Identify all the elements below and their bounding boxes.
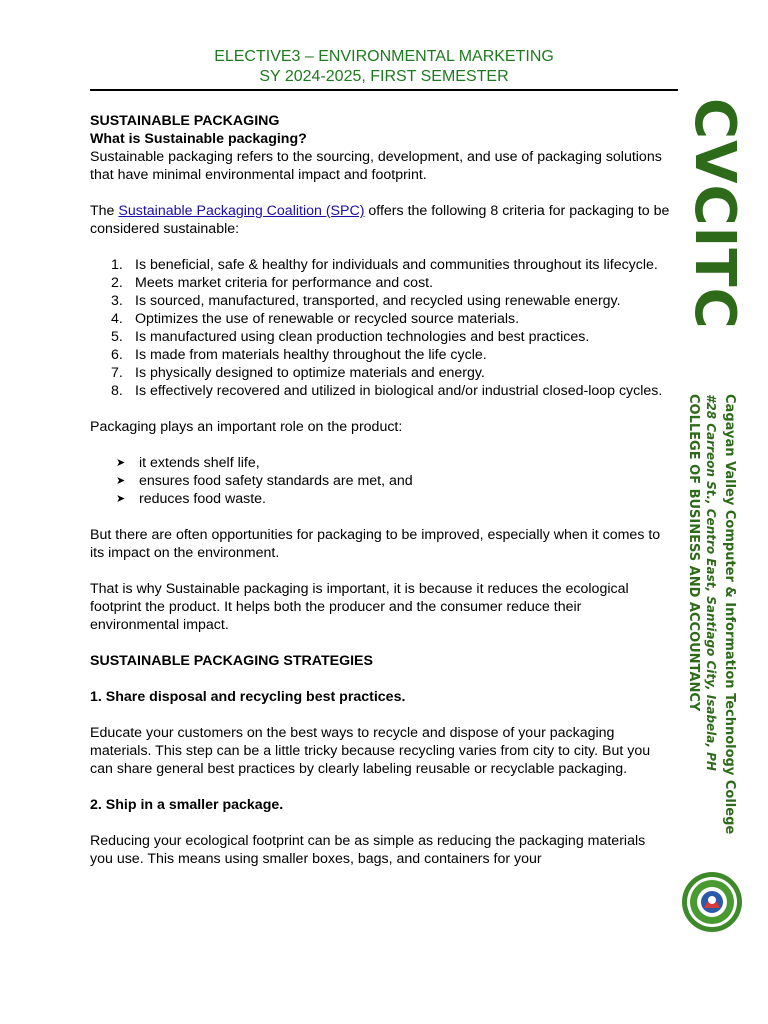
college-name: Cagayan Valley Computer & Information Technology College <box>722 394 737 835</box>
document-body <box>90 112 672 868</box>
list-number: 4. <box>111 311 123 327</box>
course-title: ELECTIVE3 – ENVIRONMENTAL MARKETING <box>214 48 554 65</box>
list-item <box>90 490 672 508</box>
list-item <box>90 310 672 328</box>
list-text: Meets market criteria for performance and cost. <box>135 275 434 291</box>
opportunity-paragraph: But there are often opportunities for packaging to be improved, especially when it comes to its impact on the environment. <box>90 527 661 561</box>
roles-intro: Packaging plays an important role on the product: <box>90 419 403 435</box>
arrow-bullet-icon: ➤ <box>116 457 126 469</box>
list-number: 1. <box>111 257 123 273</box>
header-divider <box>90 89 678 91</box>
question-heading: What is Sustainable packaging? <box>90 131 307 147</box>
list-number: 2. <box>111 275 123 291</box>
list-item <box>90 346 672 364</box>
list-number: 8. <box>111 383 123 399</box>
strategies-heading: SUSTAINABLE PACKAGING STRATEGIES <box>90 653 373 669</box>
list-item <box>90 364 672 382</box>
document-header <box>90 47 678 87</box>
spc-intro-after: offers the following 8 criteria for packaging to be considered sustainable: <box>90 203 670 237</box>
arrow-bullet-icon: ➤ <box>116 475 126 487</box>
list-text: Is sourced, manufactured, transported, and recycled using renewable energy. <box>135 293 621 309</box>
list-item <box>90 472 672 490</box>
college-address: #28 Carreon St., Centro East, Santiago City, Isabela, PH <box>704 394 718 771</box>
list-item <box>90 292 672 310</box>
list-item <box>90 274 672 292</box>
section-heading: SUSTAINABLE PACKAGING <box>90 113 280 129</box>
importance-paragraph: That is why Sustainable packaging is important, it is because it reduces the ecological footprint the product. It helps both the producer and the consumer reduce their environmental impact. <box>90 581 629 633</box>
arrow-bullet-icon: ➤ <box>116 493 126 505</box>
list-number: 7. <box>111 365 123 381</box>
list-number: 6. <box>111 347 123 363</box>
list-text: Is made from materials healthy throughout the life cycle. <box>135 347 487 363</box>
list-item <box>90 256 672 274</box>
criteria-list <box>90 256 672 400</box>
list-text: Is effectively recovered and utilized in biological and/or industrial closed-loop cycles. <box>135 383 663 399</box>
list-item <box>90 454 672 472</box>
college-seal-icon <box>680 870 744 934</box>
list-text: Is physically designed to optimize materials and energy. <box>135 365 485 381</box>
strategy-2-title: 2. Ship in a smaller package. <box>90 797 284 813</box>
list-text: Is manufactured using clean production technologies and best practices. <box>135 329 590 345</box>
list-number: 3. <box>111 293 123 309</box>
spc-link[interactable]: Sustainable Packaging Coalition (SPC) <box>118 203 365 219</box>
strategy-1-title: 1. Share disposal and recycling best practices. <box>90 689 406 705</box>
list-number: 5. <box>111 329 123 345</box>
roles-list <box>90 454 672 508</box>
cvcitc-logo-text: CVCITC <box>682 98 747 330</box>
list-text: reduces food waste. <box>139 491 266 507</box>
spc-intro-before: The <box>90 203 119 219</box>
list-text: ensures food safety standards are met, and <box>139 473 413 489</box>
list-item <box>90 382 672 400</box>
strategy-2-text: Reducing your ecological footprint can be as simple as reducing the packaging materials you use. This means using smaller boxes, bags, and containers for your <box>90 833 646 867</box>
definition-paragraph: Sustainable packaging refers to the sourcing, development, and use of packaging solutions that have minimal environmental impact and footprint. <box>90 149 662 183</box>
list-text: it extends shelf life, <box>139 455 260 471</box>
list-text: Is beneficial, safe & healthy for individuals and communities throughout its lifecycle. <box>135 257 658 273</box>
department-name: COLLEGE OF BUSINESS AND ACCOUNTANCY <box>686 394 701 712</box>
semester-line: SY 2024-2025, FIRST SEMESTER <box>259 68 509 85</box>
college-branding-sidebar <box>680 98 747 878</box>
spc-paragraph <box>90 202 672 238</box>
strategy-1-text: Educate your customers on the best ways to recycle and dispose of your packaging materials. This step can be a little tricky because recycling varies from city to city. But you can share general best practices by clearly labeling reusable or recyclable packaging. <box>90 725 651 777</box>
list-item <box>90 328 672 346</box>
list-text: Optimizes the use of renewable or recycled source materials. <box>135 311 520 327</box>
